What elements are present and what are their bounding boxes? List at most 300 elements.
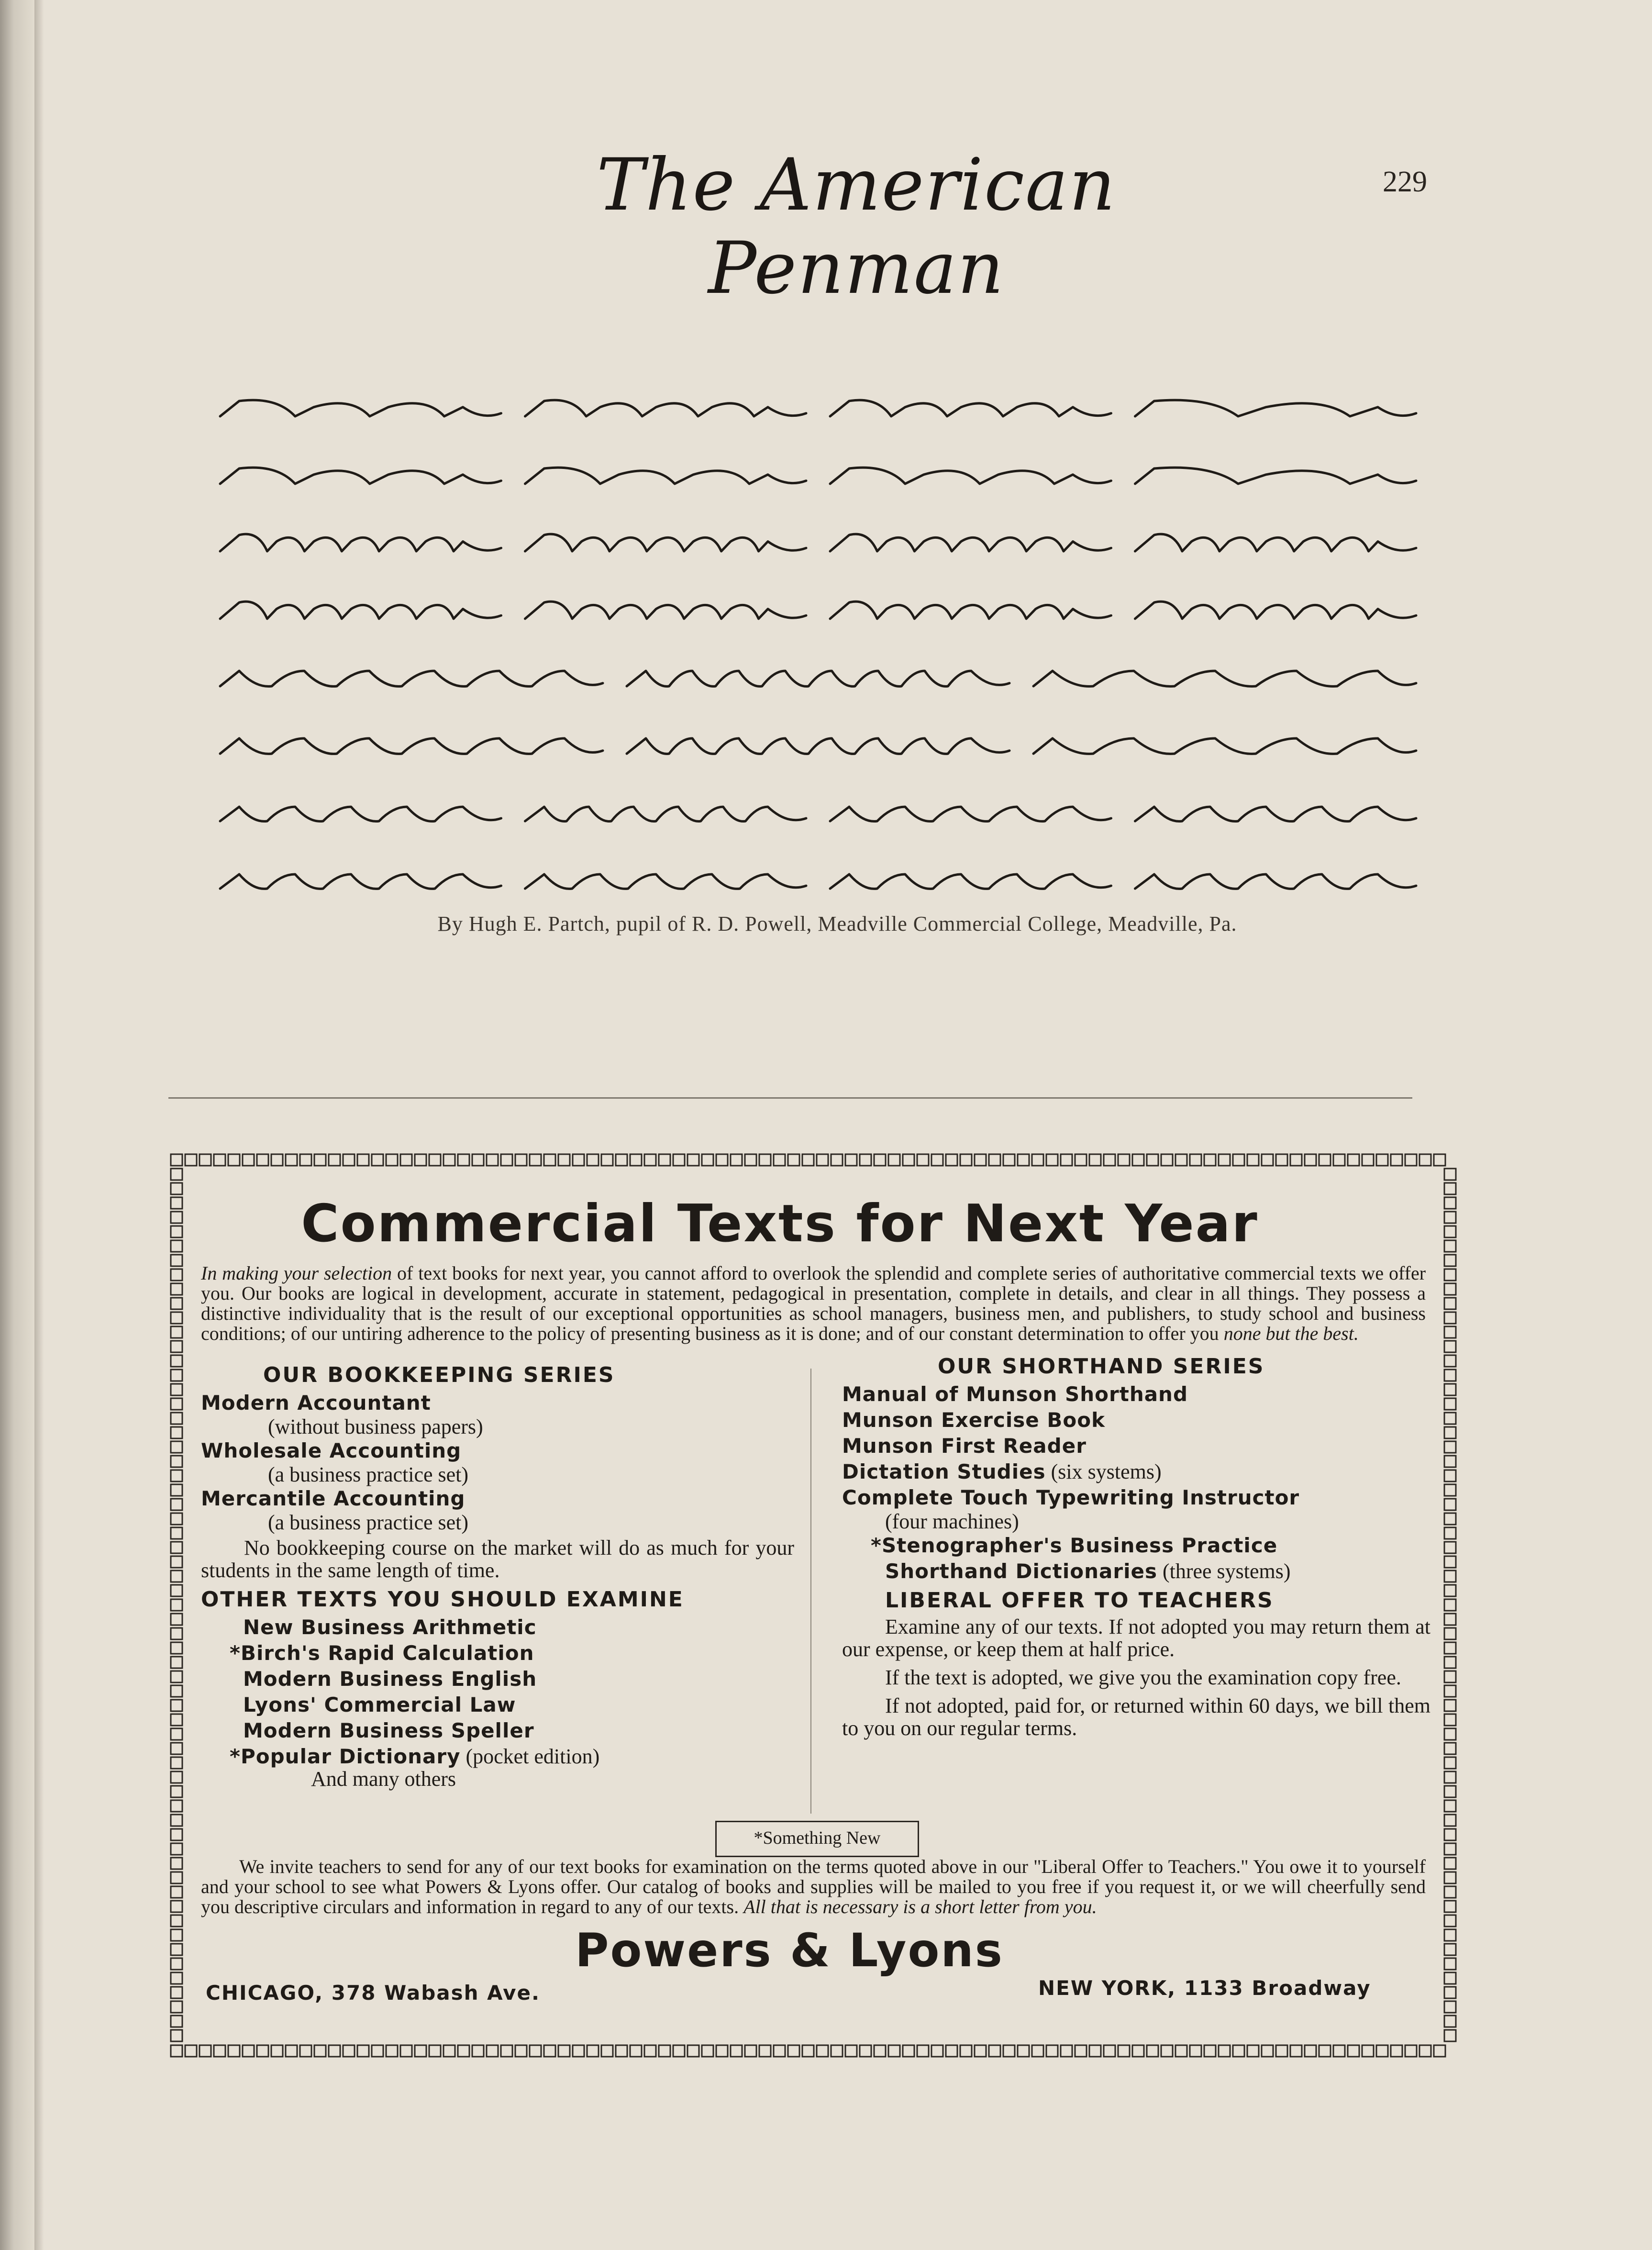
- border-square: [171, 1341, 182, 1352]
- border-square: [386, 2045, 398, 2057]
- border-square: [1132, 2045, 1144, 2057]
- border-square: [1161, 2045, 1173, 2057]
- border-square: [1444, 1915, 1456, 1927]
- border-square: [1434, 1154, 1445, 1166]
- border-square: [171, 1269, 182, 1281]
- border-square: [1405, 1154, 1417, 1166]
- border-square: [429, 2045, 441, 2057]
- border-square: [171, 1657, 182, 1668]
- border-square: [1444, 1599, 1456, 1611]
- border-square: [1046, 2045, 1058, 2057]
- border-square: [1444, 1283, 1456, 1295]
- border-square: [1032, 2045, 1043, 2057]
- left-column: [201, 1363, 794, 1789]
- border-square: [214, 2045, 225, 2057]
- border-square: [573, 1154, 584, 1166]
- border-square: [1444, 1944, 1456, 1955]
- border-square: [687, 1154, 699, 1166]
- border-square: [171, 1441, 182, 1453]
- border-square: [357, 2045, 369, 2057]
- border-square: [1247, 2045, 1259, 2057]
- border-square: [1147, 1154, 1158, 1166]
- section-rule: [168, 1097, 1412, 1099]
- border-square: [1391, 2045, 1402, 2057]
- border-square: [257, 2045, 268, 2057]
- border-square: [1444, 1685, 1456, 1697]
- border-square: [171, 1513, 182, 1525]
- drill-stroke: [830, 807, 1111, 821]
- border-square: [171, 1212, 182, 1223]
- border-square: [1018, 2045, 1029, 2057]
- book-new-business-arithmetic: New Business Arithmetic: [243, 1615, 537, 1639]
- shorthand-heading: OUR SHORTHAND SERIES: [938, 1354, 1265, 1379]
- bookkeeping-heading: OUR BOOKKEEPING SERIES: [263, 1363, 615, 1387]
- border-square: [831, 2045, 843, 2057]
- border-square: [817, 1154, 828, 1166]
- border-square: [745, 2045, 756, 2057]
- border-square: [372, 1154, 383, 1166]
- border-square: [1319, 1154, 1330, 1166]
- border-square: [1444, 1255, 1456, 1266]
- border-square: [1190, 1154, 1201, 1166]
- border-square: [946, 2045, 957, 2057]
- drill-stroke: [220, 400, 501, 416]
- border-square: [171, 2045, 182, 2057]
- border-square: [731, 1154, 742, 1166]
- border-square: [515, 1154, 527, 1166]
- border-square: [171, 1628, 182, 1639]
- border-square: [171, 1169, 182, 1180]
- border-square: [1444, 1341, 1456, 1352]
- border-square: [1444, 1714, 1456, 1726]
- border-square: [1419, 1154, 1431, 1166]
- border-square: [1444, 1728, 1456, 1740]
- right-column: [842, 1354, 1430, 1739]
- border-square: [673, 1154, 685, 1166]
- drill-stroke: [1135, 534, 1417, 551]
- border-square: [616, 1154, 627, 1166]
- border-square: [558, 2045, 570, 2057]
- border-square: [300, 2045, 311, 2057]
- border-square: [1444, 1614, 1456, 1625]
- border-square: [774, 1154, 785, 1166]
- border-square: [1132, 1154, 1144, 1166]
- border-square: [616, 2045, 627, 2057]
- border-square: [171, 1700, 182, 1711]
- border-square: [687, 2045, 699, 2057]
- border-square: [1444, 1858, 1456, 1869]
- border-square: [1444, 1427, 1456, 1438]
- border-square: [1444, 1527, 1456, 1539]
- book-dictation-studies: Dictation Studies: [842, 1460, 1046, 1483]
- border-square: [975, 1154, 986, 1166]
- border-square: [1233, 1154, 1244, 1166]
- border-square: [774, 2045, 785, 2057]
- border-square: [1204, 2045, 1216, 2057]
- border-square: [1444, 1499, 1456, 1510]
- ad-intro-paragraph: [201, 1263, 1426, 1344]
- drill-stroke: [525, 874, 807, 889]
- border-square: [587, 2045, 599, 2057]
- border-square: [171, 1958, 182, 1970]
- border-square: [171, 1456, 182, 1467]
- border-square: [1444, 1326, 1456, 1338]
- border-square: [171, 1484, 182, 1496]
- border-square: [372, 2045, 383, 2057]
- border-square: [171, 1915, 182, 1927]
- border-square: [286, 1154, 297, 1166]
- border-square: [171, 1987, 182, 1998]
- border-square: [1444, 1657, 1456, 1668]
- border-square: [917, 1154, 929, 1166]
- border-square: [472, 2045, 484, 2057]
- border-square: [1444, 1585, 1456, 1596]
- border-square: [1104, 2045, 1115, 2057]
- border-square: [1444, 1743, 1456, 1754]
- border-square: [1444, 1456, 1456, 1467]
- border-square: [1444, 1240, 1456, 1252]
- border-square: [1118, 2045, 1130, 2057]
- border-square: [1444, 2016, 1456, 2027]
- border-square: [1444, 1929, 1456, 1941]
- publisher-name: Powers & Lyons: [575, 1924, 1004, 1977]
- offer-paragraph-1: Examine any of our texts. If not adopted you may return them at our expense, or keep them at half price.: [842, 1615, 1430, 1661]
- border-square: [544, 2045, 555, 2057]
- border-square: [286, 2045, 297, 2057]
- border-square: [171, 1944, 182, 1955]
- border-square: [185, 2045, 197, 2057]
- book-munson-first-reader: Munson First Reader: [842, 1434, 1087, 1458]
- border-square: [1444, 1642, 1456, 1654]
- border-square: [1444, 1872, 1456, 1883]
- border-square: [171, 1240, 182, 1252]
- border-square: [1219, 1154, 1230, 1166]
- border-square: [745, 1154, 756, 1166]
- border-square: [171, 1326, 182, 1338]
- border-square: [1444, 1355, 1456, 1367]
- drill-stroke: [1033, 738, 1416, 754]
- penmanship-drills: [191, 364, 1445, 904]
- border-square: [429, 1154, 441, 1166]
- border-square: [975, 2045, 986, 2057]
- book-manual-of-munson-shorthand: Manual of Munson Shorthand: [842, 1382, 1188, 1406]
- ad-footnote-tail: All that is necessary is a short letter from you.: [743, 1896, 1097, 1917]
- book-birchs-rapid-calculation: *Birch's Rapid Calculation: [230, 1641, 534, 1665]
- ad-intro-lead: In making your selection: [201, 1262, 392, 1284]
- border-square: [659, 1154, 670, 1166]
- border-square: [1444, 1556, 1456, 1568]
- border-square: [1061, 1154, 1072, 1166]
- border-square: [817, 2045, 828, 2057]
- border-square: [1348, 1154, 1359, 1166]
- drill-stroke: [1135, 601, 1417, 619]
- drill-stroke: [220, 807, 501, 821]
- border-square: [171, 1614, 182, 1625]
- border-square: [171, 1829, 182, 1840]
- border-square: [458, 1154, 469, 1166]
- and-many-others: And many others: [311, 1767, 456, 1791]
- border-square: [931, 2045, 943, 2057]
- border-square: [917, 2045, 929, 2057]
- border-square: [1444, 1786, 1456, 1797]
- border-square: [271, 1154, 283, 1166]
- border-square: [1444, 1470, 1456, 1481]
- border-square: [601, 2045, 613, 2057]
- border-square: [214, 1154, 225, 1166]
- border-square: [1444, 1886, 1456, 1898]
- border-square: [1444, 1542, 1456, 1553]
- border-square: [731, 2045, 742, 2057]
- border-square: [314, 1154, 326, 1166]
- border-square: [1276, 2045, 1287, 2057]
- border-square: [1376, 2045, 1388, 2057]
- border-square: [1444, 1628, 1456, 1639]
- border-square: [888, 2045, 900, 2057]
- masthead: [450, 144, 1263, 310]
- border-square: [1075, 2045, 1087, 2057]
- border-square: [946, 1154, 957, 1166]
- border-square: [300, 1154, 311, 1166]
- border-square: [171, 1642, 182, 1654]
- border-square: [357, 1154, 369, 1166]
- drill-stroke: [220, 671, 603, 686]
- border-square: [1147, 2045, 1158, 2057]
- border-square: [171, 2001, 182, 2013]
- border-square: [271, 2045, 283, 2057]
- border-square: [171, 1499, 182, 1510]
- border-square: [171, 1972, 182, 1984]
- border-square: [1319, 2045, 1330, 2057]
- offer-paragraph-2: If the text is adopted, we give you the examination copy free.: [885, 1666, 1401, 1689]
- border-square: [171, 1743, 182, 1754]
- border-square: [1444, 1441, 1456, 1453]
- border-square: [1444, 1370, 1456, 1381]
- border-square: [171, 1685, 182, 1697]
- something-new-notice: *Something New: [715, 1821, 919, 1857]
- border-square: [573, 2045, 584, 2057]
- border-square: [171, 1872, 182, 1883]
- border-square: [1444, 1413, 1456, 1424]
- border-square: [1444, 1226, 1456, 1237]
- ad-intro-tail: none but the best.: [1223, 1323, 1359, 1344]
- border-square: [1247, 1154, 1259, 1166]
- border-square: [1161, 1154, 1173, 1166]
- border-square: [630, 2045, 642, 2057]
- border-square: [1376, 1154, 1388, 1166]
- border-square: [171, 2030, 182, 2041]
- border-square: [860, 1154, 871, 1166]
- drill-stroke: [830, 468, 1111, 484]
- border-square: [1305, 2045, 1316, 2057]
- drill-stroke: [1135, 400, 1417, 416]
- border-square: [1444, 2030, 1456, 2041]
- border-square: [1444, 1269, 1456, 1281]
- border-square: [171, 1728, 182, 1740]
- border-square: [200, 2045, 211, 2057]
- border-square: [458, 2045, 469, 2057]
- border-square: [1444, 1298, 1456, 1309]
- border-square: [243, 1154, 254, 1166]
- border-square: [171, 1197, 182, 1209]
- border-square: [903, 1154, 914, 1166]
- column-divider: [810, 1369, 811, 1814]
- border-square: [1262, 1154, 1273, 1166]
- border-square: [171, 1398, 182, 1410]
- book-stenographers-business-practice: *Stenographer's Business Practice: [871, 1534, 1278, 1557]
- border-square: [1104, 1154, 1115, 1166]
- border-square: [487, 2045, 498, 2057]
- drill-stroke: [1135, 874, 1417, 889]
- border-square: [716, 1154, 728, 1166]
- ad-footnote-body: We invite teachers to send for any of our text books for examination on the terms quoted above in our "Liberal Offer to Teachers." You owe it to yourself and your school to see what Powers & Lyons offer. Our catalog of books and supplies will be mailed to you free if you request it, or we will cheerfully send you descriptive circulars and information in regard to any of our texts.: [201, 1856, 1426, 1917]
- drill-stroke: [525, 468, 807, 484]
- book-modern-accountant-note: (without business papers): [268, 1415, 483, 1438]
- book-dictation-studies-note: (six systems): [1045, 1460, 1162, 1483]
- border-square: [1444, 1671, 1456, 1682]
- border-square: [171, 1255, 182, 1266]
- offer-paragraph-3: If not adopted, paid for, or returned within 60 days, we bill them to you on our regular terms.: [842, 1694, 1430, 1740]
- border-square: [1262, 2045, 1273, 2057]
- border-square: [530, 2045, 541, 2057]
- ad-intro-body: of text books for next year, you cannot afford to overlook the splendid and complete series of authoritative commercial texts we offer you. Our books are logical in development, accurate in statement, pedagogical in presentation, complete in details, and clear in all things. They possess a distinctive individuality that is the result of our exceptional opportunities as school managers, business men, and publishers, to study school and business conditions; of our untiring adherence to the policy of presenting business as it is done; and of our constant determination to offer you: [201, 1262, 1426, 1344]
- book-wholesale-accounting: Wholesale Accounting: [201, 1439, 462, 1462]
- border-square: [874, 2045, 886, 2057]
- border-square: [171, 1527, 182, 1539]
- border-square: [343, 2045, 355, 2057]
- book-complete-touch-typewriting-note: (four machines): [885, 1510, 1019, 1533]
- drill-caption: By Hugh E. Partch, pupil of R. D. Powell, Meadville Commercial College, Meadville, Pa.: [437, 912, 1237, 936]
- book-lyons-commercial-law: Lyons' Commercial Law: [243, 1693, 516, 1716]
- border-square: [314, 2045, 326, 2057]
- book-complete-touch-typewriting: Complete Touch Typewriting Instructor: [842, 1486, 1300, 1509]
- border-square: [587, 1154, 599, 1166]
- border-square: [558, 1154, 570, 1166]
- border-square: [443, 1154, 455, 1166]
- border-square: [1444, 1958, 1456, 1970]
- drill-stroke: [627, 738, 1009, 754]
- border-square: [702, 2045, 713, 2057]
- border-square: [501, 2045, 512, 2057]
- border-square: [874, 1154, 886, 1166]
- border-square: [171, 1384, 182, 1395]
- border-square: [171, 1413, 182, 1424]
- drill-stroke: [220, 874, 501, 889]
- border-square: [329, 2045, 340, 2057]
- border-square: [1444, 1183, 1456, 1194]
- border-square: [1190, 2045, 1201, 2057]
- border-square: [1276, 1154, 1287, 1166]
- border-square: [1444, 1398, 1456, 1410]
- border-square: [1075, 1154, 1087, 1166]
- drill-stroke: [525, 601, 807, 619]
- border-square: [702, 1154, 713, 1166]
- book-modern-accountant: Modern Accountant: [201, 1391, 431, 1415]
- border-square: [673, 2045, 685, 2057]
- book-shorthand-dictionaries-note: (three systems): [1157, 1559, 1291, 1583]
- book-modern-business-speller: Modern Business Speller: [243, 1719, 534, 1742]
- border-square: [1444, 1987, 1456, 1998]
- border-square: [802, 2045, 814, 2057]
- border-square: [171, 1298, 182, 1309]
- drill-stroke: [220, 601, 501, 619]
- border-square: [171, 1183, 182, 1194]
- border-square: [1444, 2001, 1456, 2013]
- border-square: [888, 1154, 900, 1166]
- border-square: [845, 1154, 857, 1166]
- new-york-address: NEW YORK, 1133 Broadway: [1038, 1976, 1371, 2000]
- book-gutter-left-page: [0, 0, 34, 2250]
- border-square: [1434, 2045, 1445, 2057]
- border-square: [1444, 1800, 1456, 1812]
- border-square: [1003, 2045, 1015, 2057]
- border-square: [171, 1843, 182, 1855]
- border-square: [257, 1154, 268, 1166]
- border-square: [400, 2045, 412, 2057]
- border-square: [1362, 1154, 1374, 1166]
- border-square: [171, 1470, 182, 1481]
- border-square: [860, 2045, 871, 2057]
- border-square: [171, 1800, 182, 1812]
- border-square: [1175, 1154, 1187, 1166]
- border-square: [630, 1154, 642, 1166]
- border-square: [171, 1312, 182, 1324]
- border-square: [1391, 1154, 1402, 1166]
- border-square: [1444, 1384, 1456, 1395]
- border-square: [1089, 1154, 1101, 1166]
- border-square: [171, 1226, 182, 1237]
- border-square: [960, 1154, 972, 1166]
- border-square: [200, 1154, 211, 1166]
- border-square: [716, 2045, 728, 2057]
- book-shorthand-dictionaries: Shorthand Dictionaries: [885, 1559, 1157, 1583]
- book-mercantile-accounting-note: (a business practice set): [268, 1511, 469, 1534]
- other-texts-heading: OTHER TEXTS YOU SHOULD EXAMINE: [201, 1587, 684, 1612]
- border-square: [1444, 1829, 1456, 1840]
- border-square: [1305, 1154, 1316, 1166]
- border-square: [1219, 2045, 1230, 2057]
- border-square: [1444, 1815, 1456, 1826]
- border-square: [171, 1771, 182, 1783]
- book-munson-exercise-book: Munson Exercise Book: [842, 1408, 1106, 1432]
- border-square: [501, 1154, 512, 1166]
- border-square: [759, 2045, 771, 2057]
- border-square: [171, 1886, 182, 1898]
- border-square: [415, 2045, 426, 2057]
- border-square: [1419, 2045, 1431, 2057]
- border-square: [845, 2045, 857, 2057]
- drill-stroke: [830, 601, 1111, 619]
- border-square: [171, 1786, 182, 1797]
- border-square: [644, 2045, 656, 2057]
- drill-stroke: [830, 534, 1111, 551]
- border-square: [171, 1370, 182, 1381]
- border-square: [228, 1154, 240, 1166]
- drill-stroke: [1033, 671, 1416, 686]
- border-square: [415, 1154, 426, 1166]
- book-popular-dictionary-note: (pocket edition): [460, 1745, 600, 1768]
- border-square: [329, 1154, 340, 1166]
- border-square: [544, 1154, 555, 1166]
- border-square: [171, 1815, 182, 1826]
- border-square: [1018, 1154, 1029, 1166]
- border-square: [171, 1154, 182, 1166]
- border-square: [1444, 1843, 1456, 1855]
- border-square: [1290, 1154, 1302, 1166]
- border-square: [487, 1154, 498, 1166]
- border-square: [1444, 1771, 1456, 1783]
- border-square: [644, 1154, 656, 1166]
- border-square: [171, 1599, 182, 1611]
